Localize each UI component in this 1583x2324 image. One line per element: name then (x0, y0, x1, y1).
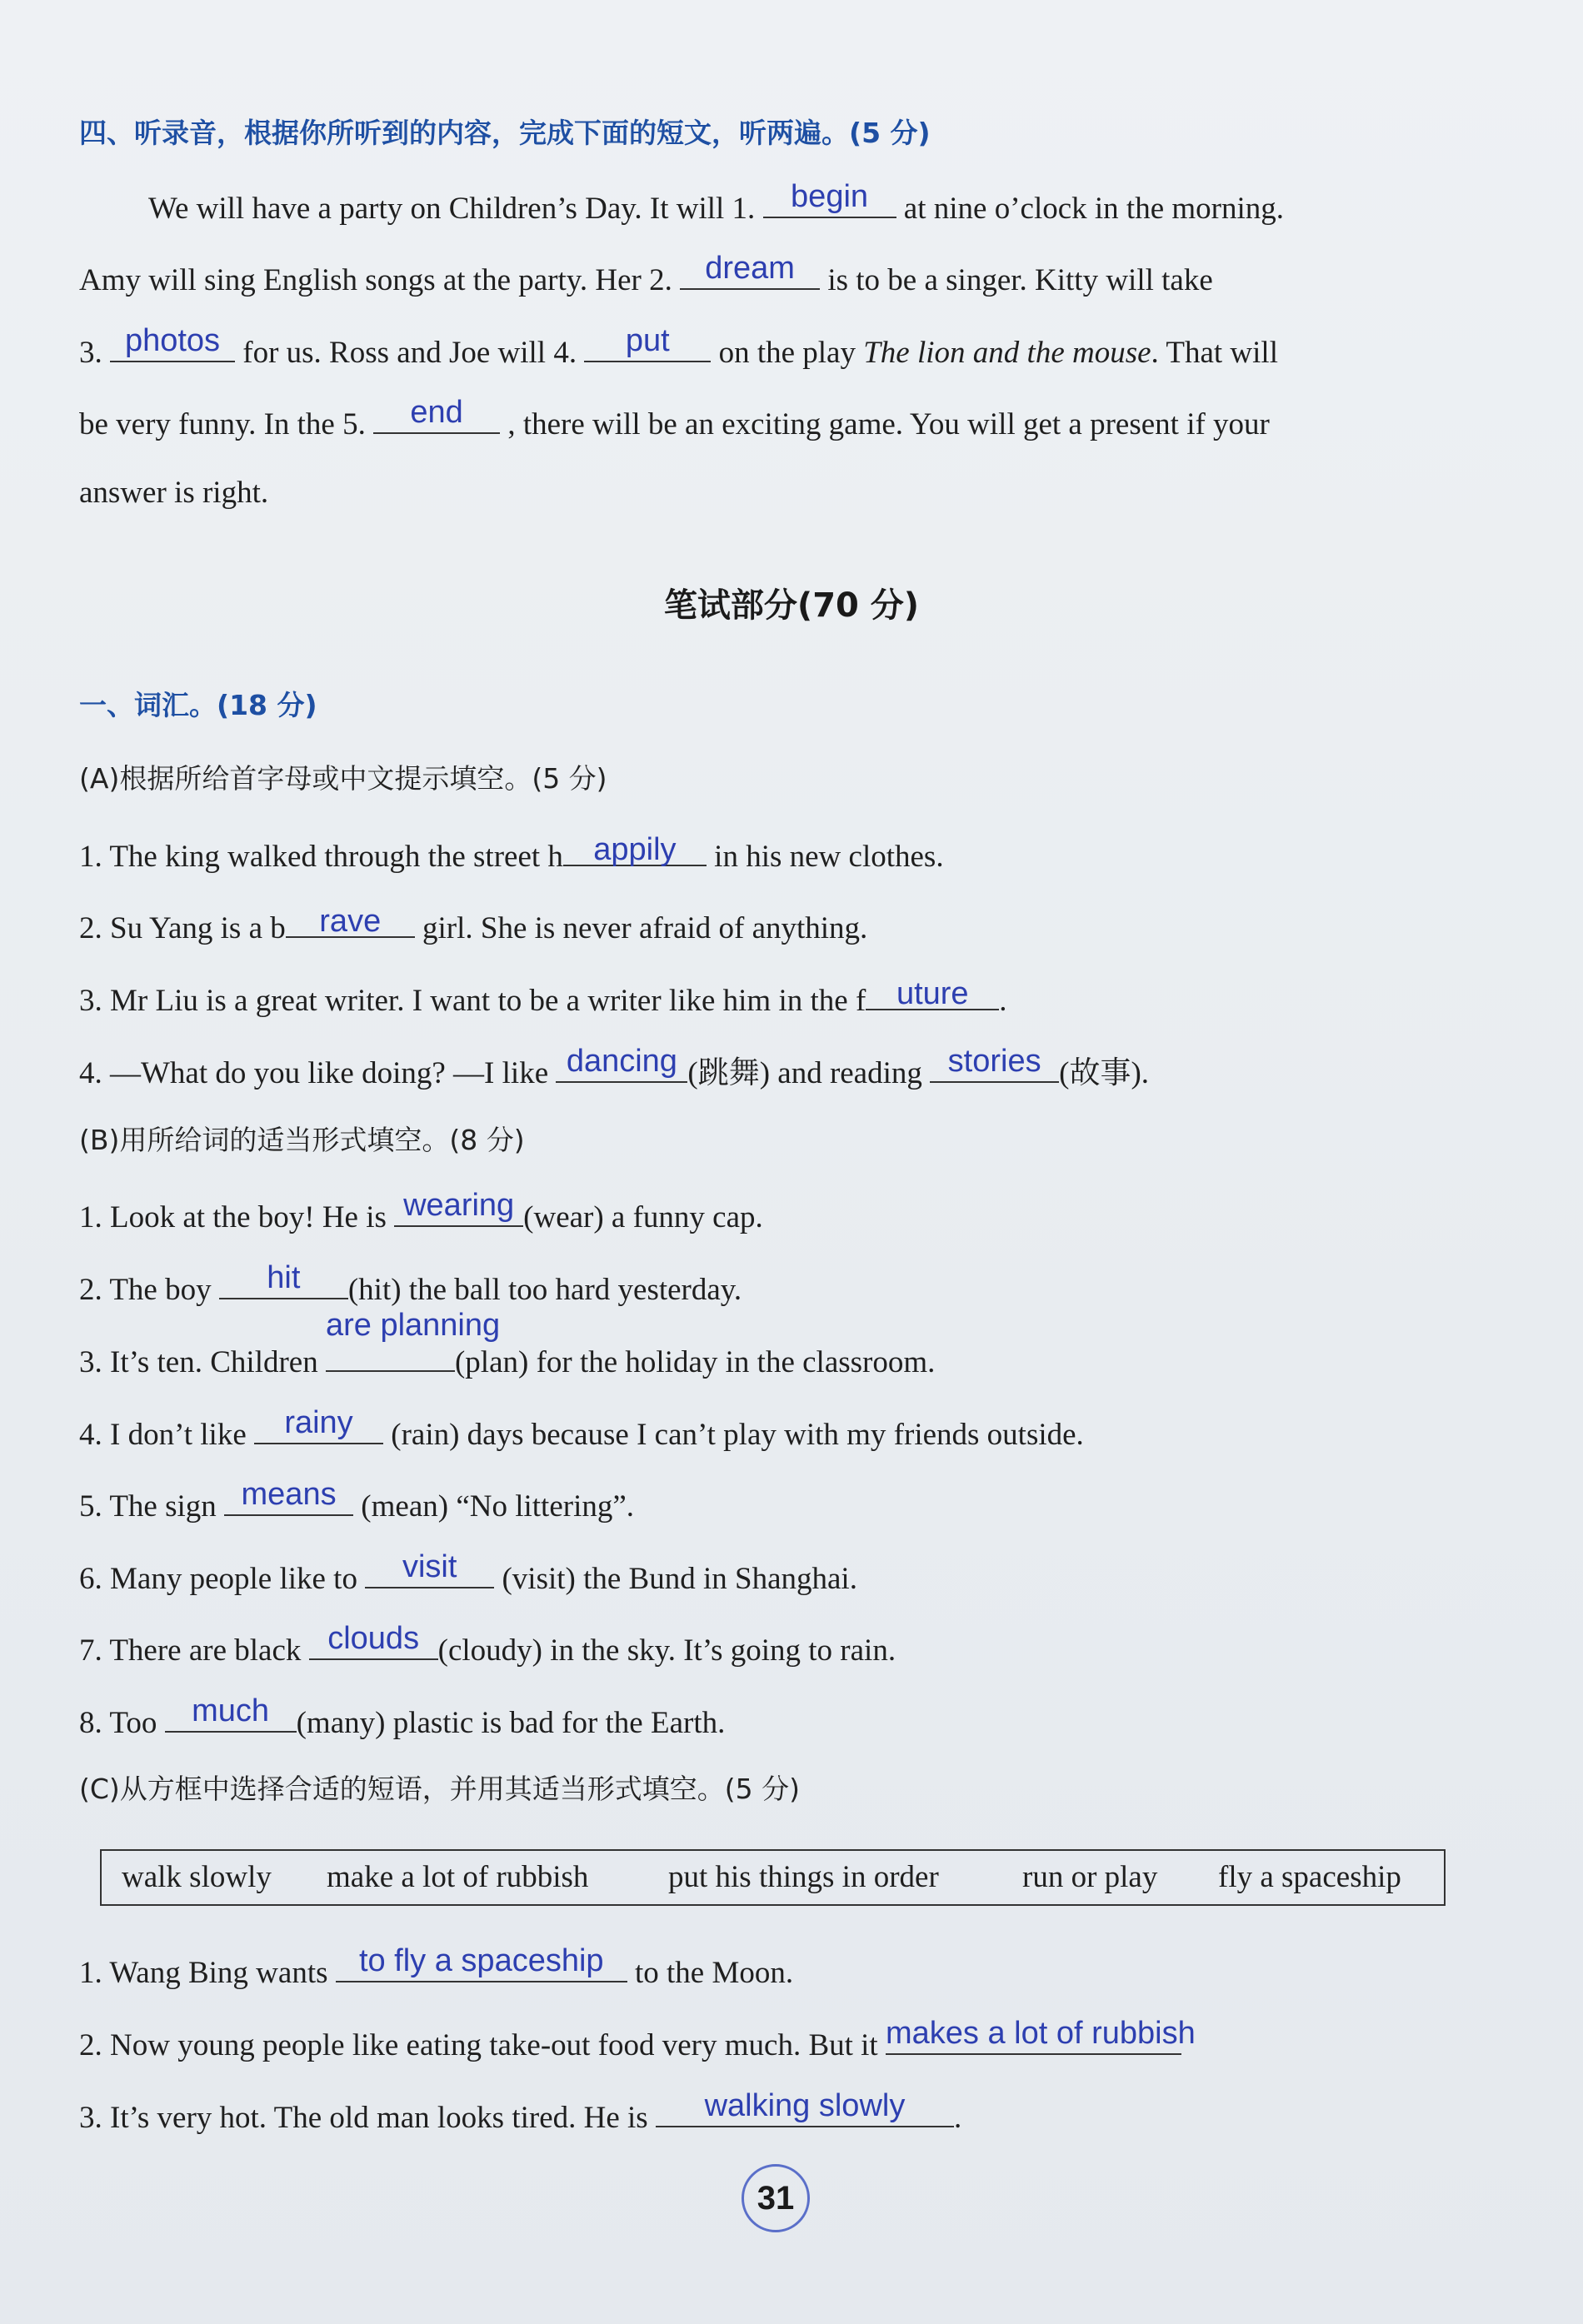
answer-blank[interactable] (254, 1405, 383, 1444)
part-a-item-1 (79, 833, 1496, 877)
text: 4. —What do you like doing? —I like (79, 1056, 549, 1090)
answer-blank[interactable] (866, 977, 999, 1010)
listening-line-2 (79, 251, 1496, 301)
answer-text: visit (402, 1549, 457, 1584)
text: (hit) the ball too hard yesterday. (347, 1273, 742, 1307)
answer-text: dream (705, 251, 795, 286)
text: (mean) “No littering”. (361, 1489, 635, 1524)
text: (many) plastic is bad for the Earth. (296, 1706, 726, 1740)
text: . (953, 2101, 962, 2135)
text: at nine o’clock in the morning. (903, 192, 1285, 226)
text: (cloudy) in the sky. It’s going to rain. (437, 1633, 896, 1668)
answer-blank[interactable] (336, 1943, 627, 1982)
text: 4. I don’t like (79, 1418, 247, 1452)
text: (rain) days because I can’t play with my friends outside. (391, 1418, 1084, 1452)
phrase-option: run or play (1022, 1860, 1158, 1894)
part-b-item-3 (79, 1308, 1496, 1383)
answer-blank-1[interactable] (763, 179, 896, 218)
answer-blank[interactable] (930, 1044, 1059, 1083)
text: , there will be an exciting game. You will get a present if your (507, 407, 1270, 441)
part-c-item-1 (79, 1943, 1496, 1993)
text: 3. Mr Liu is a great writer. I want to be a writer like him in the f (79, 984, 866, 1018)
text: Amy will sing English songs at the party. Her 2. (79, 263, 672, 297)
text: . That will (1151, 336, 1278, 370)
text: (visit) the Bund in Shanghai. (502, 1562, 857, 1596)
answer-blank[interactable] (165, 1693, 297, 1733)
text: (跳舞) and reading (687, 1056, 922, 1090)
part-a-item-4 (79, 1044, 1496, 1094)
text: be very funny. In the 5. (79, 407, 366, 441)
answer-blank[interactable] (656, 2088, 954, 2127)
answer-text: are planning (325, 1308, 501, 1343)
part-c-heading: (C)从方框中选择合适的短语，并用其适当形式填空。(5 分) (79, 1773, 801, 1805)
answer-blank[interactable] (885, 2016, 1196, 2055)
part-a-item-2 (79, 905, 1496, 949)
phrase-option: make a lot of rubbish (327, 1860, 589, 1894)
answer-text: much (192, 1693, 270, 1728)
answer-text: stories (947, 1044, 1041, 1079)
part-b-item-5 (79, 1477, 1496, 1527)
text: 8. Too (79, 1706, 157, 1740)
written-section-title: 笔试部分(70 分) (663, 586, 920, 625)
answer-text: to fly a spaceship (358, 1943, 604, 1978)
text: girl. She is never afraid of anything. (422, 911, 868, 945)
listening-line-1 (148, 179, 1565, 229)
answer-blank[interactable] (224, 1477, 353, 1516)
vocab-heading: 一、词汇。(18 分) (79, 689, 317, 721)
answer-text: put (625, 323, 670, 358)
phrase-option: fly a spaceship (1218, 1860, 1401, 1894)
phrase-box (100, 1849, 1446, 1906)
text: in his new clothes. (714, 840, 944, 874)
text: 3. (79, 336, 102, 370)
answer-text: means (241, 1477, 337, 1512)
listening-line-5 (79, 473, 1496, 513)
answer-blank[interactable] (394, 1188, 523, 1227)
listening-heading: 四、听录音，根据你所听到的内容，完成下面的短文，听两遍。(5 分) (79, 117, 931, 149)
text: 1. The king walked through the street h (79, 840, 563, 874)
text: 2. Su Yang is a b (79, 911, 286, 945)
text: for us. Ross and Joe will 4. (242, 336, 577, 370)
text: . (999, 984, 1007, 1018)
answer-text: rainy (284, 1405, 353, 1440)
page-number: 31 (742, 2164, 810, 2232)
part-b-heading: (B)用所给词的适当形式填空。(8 分) (79, 1124, 525, 1156)
answer-text: uture (896, 976, 969, 1011)
text: 7. There are black (79, 1633, 302, 1668)
answer-text: clouds (327, 1621, 420, 1656)
answer-blank[interactable] (556, 1044, 687, 1083)
phrase-option: put his things in order (668, 1860, 939, 1894)
part-a-heading: (A)根据所给首字母或中文提示填空。(5 分) (79, 762, 607, 795)
text: (wear) a funny cap. (523, 1200, 763, 1234)
answer-text: dancing (566, 1044, 677, 1079)
text: to the Moon. (635, 1956, 794, 1990)
answer-blank[interactable] (219, 1260, 348, 1299)
part-b-item-8 (79, 1693, 1496, 1743)
answer-text: photos (124, 323, 221, 358)
part-b-item-4 (79, 1405, 1496, 1455)
answer-blank[interactable] (309, 1621, 438, 1660)
text: 1. Wang Bing wants (79, 1956, 328, 1990)
phrase-option: walk slowly (122, 1860, 272, 1894)
text: is to be a singer. Kitty will take (827, 263, 1213, 297)
answer-text: end (410, 395, 463, 430)
part-c-item-2 (79, 2016, 1496, 2066)
answer-text: begin (791, 179, 869, 214)
answer-blank-2[interactable] (680, 251, 820, 290)
part-b-item-7 (79, 1621, 1496, 1671)
text: (故事). (1059, 1056, 1150, 1090)
answer-blank-3[interactable] (110, 323, 235, 362)
text: 5. The sign (79, 1489, 217, 1524)
text: on the play (718, 336, 856, 370)
answer-text: wearing (403, 1188, 515, 1223)
answer-blank[interactable] (365, 1549, 494, 1588)
part-b-item-1 (79, 1188, 1496, 1238)
answer-text: makes a lot of rubbish (885, 2016, 1196, 2051)
answer-blank-5[interactable] (373, 395, 500, 434)
listening-line-4 (79, 395, 1496, 445)
answer-blank[interactable] (325, 1308, 501, 1372)
part-a-item-3 (79, 977, 1496, 1021)
text: 6. Many people like to (79, 1562, 357, 1596)
answer-text: appily (593, 832, 677, 867)
play-title: The lion and the mouse (863, 336, 1151, 370)
text: 1. Look at the boy! He is (79, 1200, 387, 1234)
answer-blank[interactable] (563, 833, 707, 866)
answer-text: hit (267, 1260, 301, 1295)
text: We will have a party on Children’s Day. It will 1. (148, 192, 756, 226)
text: (plan) for the holiday in the classroom. (454, 1345, 936, 1379)
part-b-item-6 (79, 1549, 1496, 1599)
text: 3. It’s very hot. The old man looks tired. He is (79, 2101, 648, 2135)
answer-text: rave (319, 904, 382, 939)
text: 2. Now young people like eating take-out food very much. But it (79, 2028, 878, 2062)
answer-blank[interactable] (286, 905, 415, 938)
answer-blank-4[interactable] (584, 323, 711, 362)
text: answer is right. (79, 476, 269, 510)
answer-text: walking slowly (704, 2088, 906, 2123)
part-c-item-3 (79, 2088, 1496, 2138)
part-b-item-2 (79, 1260, 1496, 1310)
text: 2. The boy (79, 1273, 212, 1307)
text: 3. It’s ten. Children (79, 1345, 318, 1379)
listening-line-3 (79, 323, 1496, 373)
